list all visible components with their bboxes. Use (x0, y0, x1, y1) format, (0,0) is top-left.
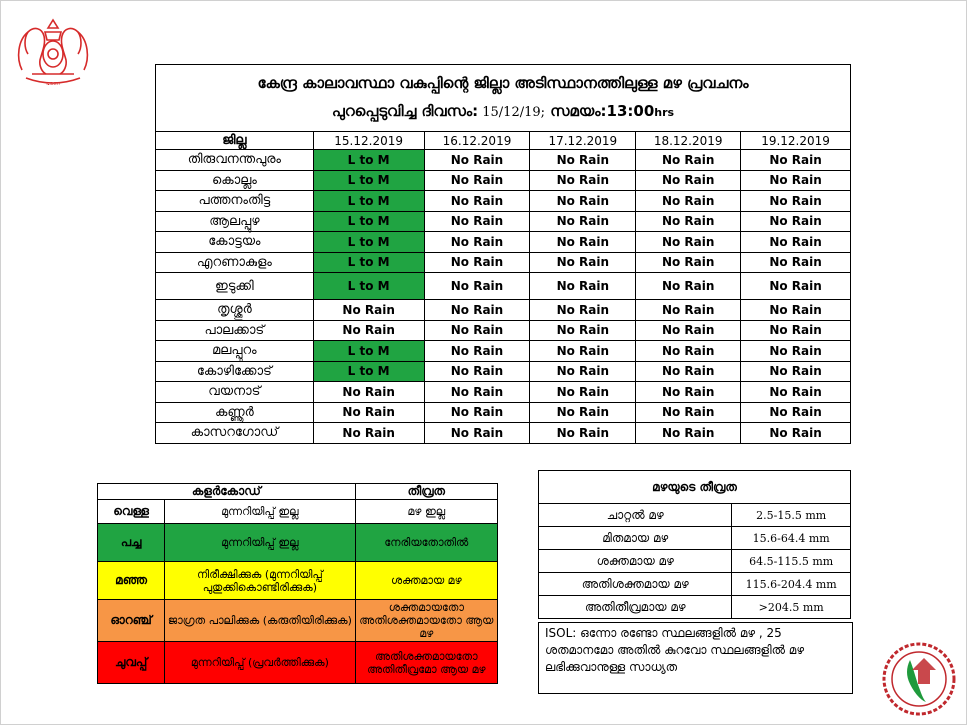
legend-meaning: മുന്നറിയിപ്പ് (പ്രവർത്തിക്കുക) (165, 642, 355, 684)
forecast-cell: No Rain (313, 423, 424, 444)
forecast-cell: No Rain (636, 150, 741, 171)
forecast-cell: No Rain (636, 211, 741, 232)
forecast-cell: No Rain (530, 341, 636, 362)
district-name: കോട്ടയം (156, 232, 314, 253)
district-row (156, 150, 851, 171)
date-header: 18.12.2019 (636, 132, 741, 150)
forecast-body (156, 150, 851, 444)
legend-color-name: ചുവപ്പ് (98, 642, 165, 684)
legend-color-name: പച്ച (98, 524, 165, 562)
forecast-cell: No Rain (530, 252, 636, 273)
legend-meaning: മുന്നറിയിപ്പ് ഇല്ല (165, 500, 355, 524)
legend-meaning: മുന്നറിയിപ്പ് ഇല്ല (165, 524, 355, 562)
intensity-body (539, 504, 851, 619)
district-name: ആലപ്പുഴ (156, 211, 314, 232)
district-name: പാലക്കാട് (156, 320, 314, 341)
district-row (156, 273, 851, 300)
forecast-cell: No Rain (741, 170, 851, 191)
legend-header-intensity: തീവ്രത (355, 484, 497, 500)
district-row (156, 191, 851, 212)
district-name: കണ്ണൂർ (156, 402, 314, 423)
forecast-cell: No Rain (424, 211, 530, 232)
forecast-cell: No Rain (636, 423, 741, 444)
forecast-cell: No Rain (424, 361, 530, 382)
date-header: 17.12.2019 (530, 132, 636, 150)
intensity-row (539, 527, 851, 550)
forecast-cell: No Rain (636, 232, 741, 253)
legend-color-name: മഞ്ഞ (98, 562, 165, 600)
title-line1: കേന്ദ്ര കാലാവസ്ഥാ വകുപ്പിന്റെ ജില്ലാ അടിസ്ഥാനത്തിലുള്ള മഴ പ്രവചനം (257, 74, 749, 92)
intensity-title: മഴയുടെ തീവ്രത (539, 471, 851, 504)
forecast-cell: No Rain (530, 423, 636, 444)
forecast-title (156, 65, 851, 132)
time-value: 13:00 (606, 102, 655, 120)
forecast-cell: No Rain (636, 361, 741, 382)
isol-note: ISOL: ഒന്നോ രണ്ടോ സ്ഥലങ്ങളിൽ മഴ , 25 ശതമാനമോ അതിൽ കുറവോ സ്ഥലങ്ങളിൽ മഴ ലഭിക്കുവാനുള്ള സാധ്യത (538, 622, 853, 694)
intensity-row (539, 550, 851, 573)
forecast-cell: L to M (313, 361, 424, 382)
legend-intensity: അതിശക്തമായതോ അതിതീവ്രമോ ആയ മഴ (355, 642, 497, 684)
district-row (156, 382, 851, 403)
legend-color-name: വെള്ള (98, 500, 165, 524)
forecast-cell: No Rain (741, 320, 851, 341)
ksdma-logo-icon (880, 640, 958, 718)
forecast-cell: No Rain (530, 320, 636, 341)
intensity-label: ചാറ്റൽ മഴ (539, 504, 732, 527)
legend-intensity: മഴ ഇല്ല (355, 500, 497, 524)
forecast-cell: L to M (313, 273, 424, 300)
forecast-cell: No Rain (636, 273, 741, 300)
district-name: തിരുവനന്തപുരം (156, 150, 314, 171)
forecast-cell: No Rain (636, 170, 741, 191)
rain-intensity-table (538, 470, 851, 619)
forecast-cell: L to M (313, 211, 424, 232)
district-row (156, 170, 851, 191)
district-name: എറണാകുളം (156, 252, 314, 273)
district-row (156, 232, 851, 253)
date-header: 19.12.2019 (741, 132, 851, 150)
district-name: തൃശ്ശൂർ (156, 300, 314, 321)
forecast-cell: No Rain (741, 423, 851, 444)
forecast-cell: No Rain (424, 273, 530, 300)
forecast-cell: No Rain (741, 382, 851, 403)
district-row (156, 211, 851, 232)
district-name: വയനാട് (156, 382, 314, 403)
intensity-range: >204.5 mm (732, 596, 851, 619)
intensity-row (539, 573, 851, 596)
district-name: പത്തനംതിട്ട (156, 191, 314, 212)
legend-row (98, 500, 498, 524)
district-name: കൊല്ലം (156, 170, 314, 191)
district-row (156, 361, 851, 382)
forecast-cell: No Rain (424, 170, 530, 191)
forecast-cell: No Rain (741, 150, 851, 171)
forecast-cell: L to M (313, 252, 424, 273)
forecast-cell: No Rain (313, 402, 424, 423)
forecast-cell: No Rain (636, 300, 741, 321)
intensity-range: 2.5-15.5 mm (732, 504, 851, 527)
legend-row (98, 524, 498, 562)
forecast-cell: No Rain (741, 273, 851, 300)
forecast-cell: No Rain (424, 232, 530, 253)
forecast-cell: No Rain (424, 341, 530, 362)
forecast-cell: No Rain (530, 273, 636, 300)
forecast-cell: No Rain (424, 423, 530, 444)
forecast-cell: No Rain (530, 382, 636, 403)
forecast-cell: No Rain (636, 341, 741, 362)
time-label: സമയം: (545, 102, 607, 120)
district-row (156, 300, 851, 321)
legend-row (98, 600, 498, 642)
forecast-cell: No Rain (741, 211, 851, 232)
forecast-cell: No Rain (530, 402, 636, 423)
legend-meaning: നിരീക്ഷിക്കുക (മുന്നറിയിപ്പ് പുതുക്കികൊണ്ടിരിക്കുക) (165, 562, 355, 600)
legend-meaning: ജാഗ്രത പാലിക്കുക (കരുതിയിരിക്കുക) (165, 600, 355, 642)
forecast-cell: No Rain (741, 191, 851, 212)
forecast-cell: No Rain (636, 320, 741, 341)
district-row (156, 423, 851, 444)
district-name: ഇടുക്കി (156, 273, 314, 300)
forecast-cell: L to M (313, 232, 424, 253)
intensity-label: ശക്തമായ മഴ (539, 550, 732, 573)
intensity-range: 115.6-204.4 mm (732, 573, 851, 596)
intensity-label: മിതമായ മഴ (539, 527, 732, 550)
forecast-cell: No Rain (424, 402, 530, 423)
legend-intensity: ശക്തമായതോ അതിശക്തമായതോ ആയ മഴ (355, 600, 497, 642)
district-row (156, 402, 851, 423)
date-header: 16.12.2019 (424, 132, 530, 150)
forecast-cell: No Rain (424, 382, 530, 403)
forecast-cell: No Rain (530, 361, 636, 382)
forecast-cell: No Rain (313, 320, 424, 341)
time-unit: hrs (654, 106, 675, 119)
district-row (156, 341, 851, 362)
forecast-cell: No Rain (424, 320, 530, 341)
forecast-cell: L to M (313, 191, 424, 212)
date-header: 15.12.2019 (313, 132, 424, 150)
district-name: കോഴിക്കോട് (156, 361, 314, 382)
forecast-cell: No Rain (741, 232, 851, 253)
forecast-cell: No Rain (424, 191, 530, 212)
legend-intensity: നേരിയതോതിൽ (355, 524, 497, 562)
district-name: കാസറഗോഡ് (156, 423, 314, 444)
title-line2 (156, 97, 850, 127)
legend-row (98, 562, 498, 600)
forecast-cell: No Rain (741, 402, 851, 423)
forecast-table (155, 64, 851, 444)
forecast-cell: No Rain (424, 252, 530, 273)
intensity-row (539, 596, 851, 619)
forecast-cell: No Rain (530, 150, 636, 171)
intensity-row (539, 504, 851, 527)
forecast-cell: No Rain (530, 211, 636, 232)
intensity-label: അതിതീവ്രമായ മഴ (539, 596, 732, 619)
legend-color-name: ഓറഞ്ച് (98, 600, 165, 642)
district-name: മലപ്പുറം (156, 341, 314, 362)
forecast-cell: No Rain (530, 191, 636, 212)
forecast-cell: No Rain (741, 300, 851, 321)
legend-row (98, 642, 498, 684)
color-code-legend (97, 483, 498, 684)
district-row (156, 252, 851, 273)
legend-body (98, 500, 498, 684)
forecast-cell: L to M (313, 170, 424, 191)
issued-date: 15/12/19; (478, 105, 546, 120)
forecast-cell: No Rain (313, 382, 424, 403)
forecast-cell: No Rain (424, 300, 530, 321)
forecast-cell: No Rain (636, 402, 741, 423)
legend-header-code: കളർകോഡ് (98, 484, 356, 500)
forecast-cell: No Rain (313, 300, 424, 321)
issued-label: പുറപ്പെടുവിച്ച ദിവസം: (331, 102, 479, 120)
forecast-cell: No Rain (741, 252, 851, 273)
forecast-cell: L to M (313, 150, 424, 171)
kerala-emblem-icon (12, 14, 94, 88)
forecast-cell: No Rain (530, 300, 636, 321)
forecast-cell: No Rain (530, 170, 636, 191)
district-row (156, 320, 851, 341)
forecast-cell: No Rain (530, 232, 636, 253)
forecast-cell: No Rain (741, 361, 851, 382)
legend-intensity: ശക്തമായ മഴ (355, 562, 497, 600)
forecast-cell: No Rain (741, 341, 851, 362)
svg-text:ഭരണ: ഭരണ (46, 81, 60, 87)
intensity-range: 15.6-64.4 mm (732, 527, 851, 550)
intensity-label: അതിശക്തമായ മഴ (539, 573, 732, 596)
forecast-cell: No Rain (636, 252, 741, 273)
district-header: ജില്ല (156, 132, 314, 150)
forecast-cell: No Rain (424, 150, 530, 171)
forecast-cell: No Rain (636, 191, 741, 212)
intensity-range: 64.5-115.5 mm (732, 550, 851, 573)
forecast-cell: L to M (313, 341, 424, 362)
forecast-cell: No Rain (636, 382, 741, 403)
